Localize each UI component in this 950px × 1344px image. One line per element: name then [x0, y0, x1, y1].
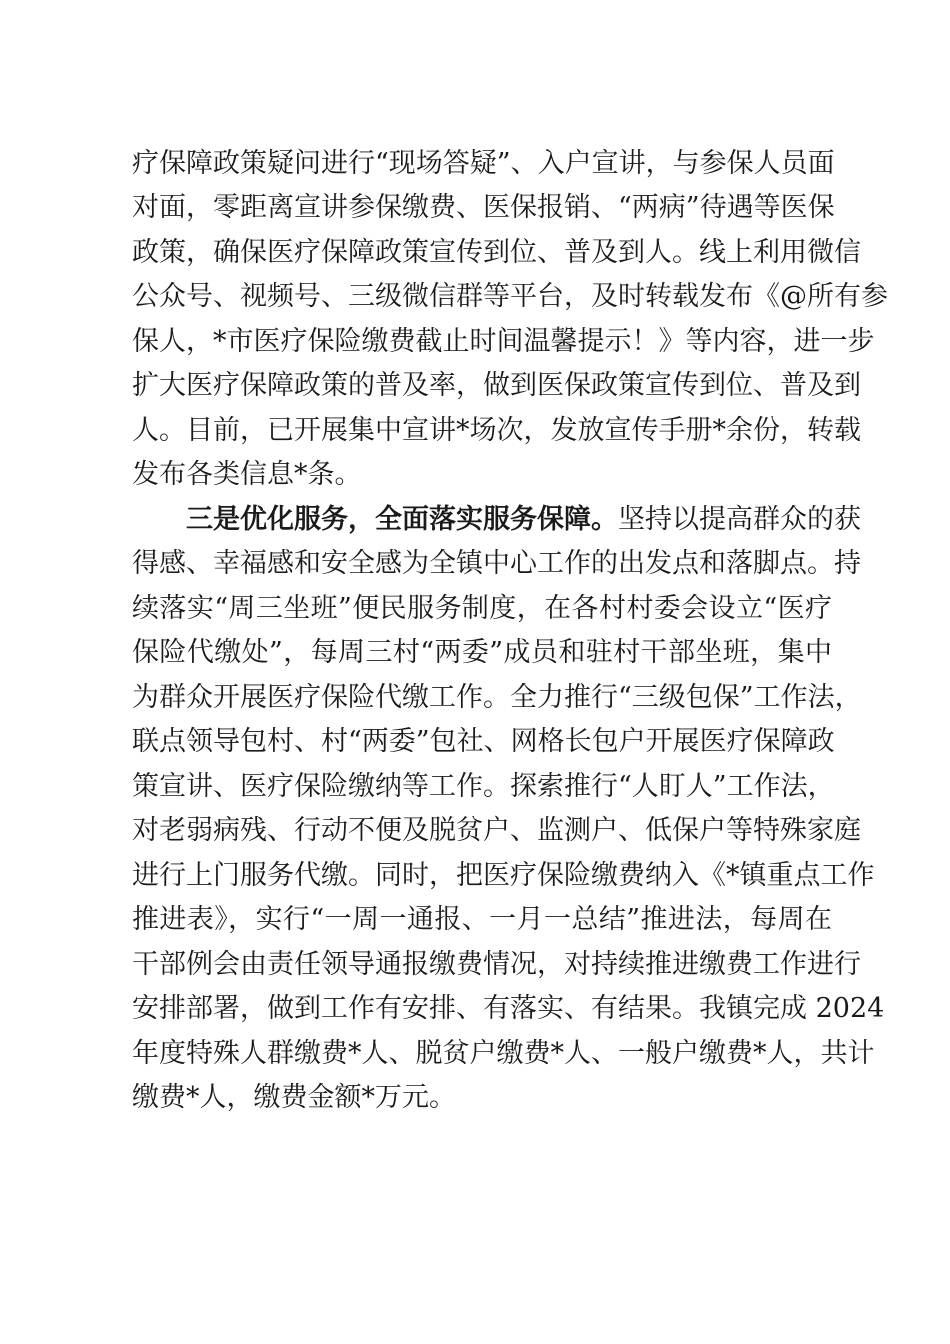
paragraph-line: 进行上门服务代缴。同时，把医疗保险缴费纳入《*镇重点工作: [132, 860, 875, 891]
paragraph-line: 续落实“周三坐班”便民服务制度，在各村村委会设立“医疗: [132, 593, 832, 624]
paragraph-line: 对面，零距离宣讲参保缴费、医保报销、“两病”待遇等医保: [132, 192, 835, 223]
paragraph-line: 安排部署，做到工作有安排、有落实、有结果。我镇完成 2024: [132, 993, 885, 1024]
paragraph-line: 对老弱病残、行动不便及脱贫户、监测户、低保户等特殊家庭: [132, 815, 861, 846]
paragraph-line: 疗保障政策疑问进行“现场答疑”、入户宣讲，与参保人员面: [132, 148, 835, 179]
paragraph-line: 年度特殊人群缴费*人、脱贫户缴费*人、一般户缴费*人，共计: [132, 1038, 875, 1069]
paragraph-line: 发布各类信息*条。: [132, 459, 362, 490]
paragraph-line: 得感、幸福感和安全感为全镇中心工作的出发点和落脚点。持: [132, 548, 861, 579]
paragraph-line: 政策，确保医疗保障政策宣传到位、普及到人。线上利用微信: [132, 237, 861, 268]
section-heading: 三是优化服务，全面落实服务保障。: [186, 504, 618, 535]
paragraph-line: 为群众开展医疗保险代缴工作。全力推行“三级包保”工作法，: [132, 682, 862, 713]
paragraph-line: 干部例会由责任领导通报缴费情况，对持续推进缴费工作进行: [132, 949, 861, 980]
paragraph-text: 坚持以提高群众的获: [618, 504, 861, 535]
paragraph-line: 扩大医疗保障政策的普及率，做到医保政策宣传到位、普及到: [132, 370, 861, 401]
paragraph-line: 联点领导包村、村“两委”包社、网格长包户开展医疗保障政: [132, 726, 835, 757]
paragraph-line: 人。目前，已开展集中宣讲*场次，发放宣传手册*余份，转载: [132, 415, 861, 446]
paragraph-line: 保险代缴处”，每周三村“两委”成员和驻村干部坐班，集中: [132, 637, 832, 668]
paragraph-line: 公众号、视频号、三级微信群等平台，及时转载发布《@所有参: [132, 281, 888, 312]
paragraph-line: 策宣讲、医疗保险缴纳等工作。探索推行“人盯人”工作法，: [132, 771, 835, 802]
paragraph-first-line: [186, 503, 861, 537]
paragraph-line: 推进表》，实行“一周一通报、一月一总结”推进法，每周在: [132, 904, 832, 935]
paragraph-line: 保人，*市医疗保险缴费截止时间温馨提示！》等内容，进一步: [132, 326, 875, 357]
paragraph-line: 缴费*人，缴费金额*万元。: [132, 1082, 456, 1113]
